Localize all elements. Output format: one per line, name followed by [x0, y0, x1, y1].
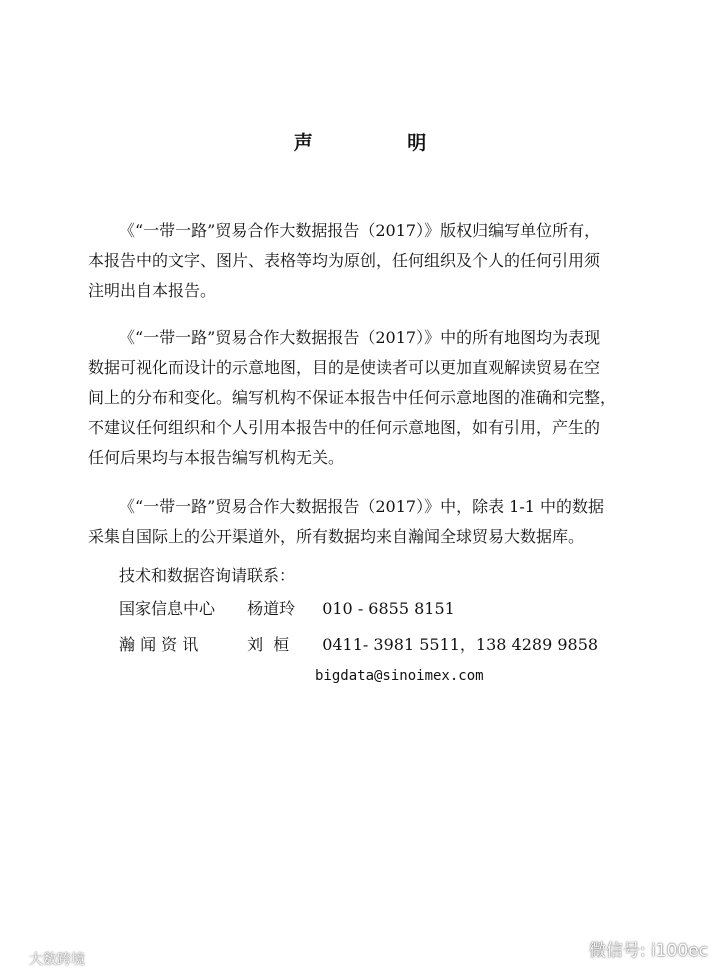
text-line: 《“一带一路”贸易合作大数据报告（2017）》中的所有地图均为表现 — [119, 328, 601, 347]
watermark-right-text: 微信号: i100ec — [588, 941, 708, 961]
paragraph-copyright — [88, 216, 636, 306]
paragraph-data-source — [88, 492, 636, 552]
contact-person: 刘 桓 — [247, 635, 290, 654]
text-line: 任何后果均与本报告编写机构无关。 — [88, 448, 345, 467]
watermark-left-text: 大数跨境 — [29, 952, 85, 968]
text-line: 《“一带一路”贸易合作大数据报告（2017）》中，除表 1-1 中的数据 — [119, 497, 605, 516]
paragraph-maps — [88, 323, 636, 473]
watermark-left — [8, 949, 85, 969]
text-line: 注明出自本报告。 — [88, 281, 217, 300]
text-line: 间上的分布和变化。编写机构不保证本报告中任何示意地图的准确和完整， — [88, 388, 617, 407]
wechat-icon — [559, 938, 585, 960]
text-line: 采集自国际上的公开渠道外，所有数据均来自瀚闻全球贸易大数据库。 — [88, 527, 585, 546]
contact-phone: 0411- 3981 5511，138 4289 9858 — [322, 635, 599, 654]
page-title: 声 明 — [293, 132, 471, 154]
contact-org: 瀚 闻 资 讯 — [119, 635, 199, 654]
text-line: 本报告中的文字、图片、表格等均为原创，任何组织及个人的任何引用须 — [88, 251, 601, 270]
weibo-logo-icon — [8, 951, 26, 967]
contact-org: 国家信息中心 — [119, 599, 216, 618]
contact-row — [119, 596, 455, 619]
contact-heading: 技术和数据咨询请联系： — [119, 566, 296, 585]
contact-person: 杨道玲 — [247, 599, 296, 618]
contact-phone: 010 - 6855 8151 — [322, 599, 455, 618]
text-line: 《“一带一路”贸易合作大数据报告（2017）》版权归编写单位所有， — [119, 221, 601, 240]
text-line: 不建议任何组织和个人引用本报告中的任何示意地图，如有引用，产生的 — [88, 418, 601, 437]
text-line: 数据可视化而设计的示意地图，目的是使读者可以更加直观解读贸易在空 — [88, 358, 601, 377]
contact-email[interactable]: bigdata@sinoimex.com — [315, 668, 484, 684]
contact-row — [119, 632, 598, 655]
watermark-right — [559, 936, 708, 961]
